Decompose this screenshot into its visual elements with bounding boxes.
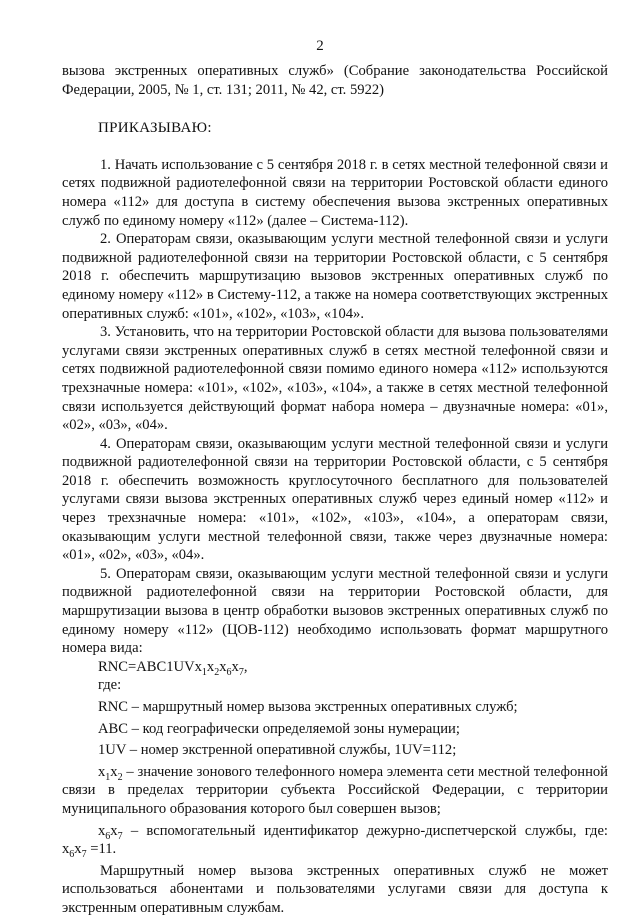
definition-x1x2: $x_1x_2$ – значение зонового телефонного номера элемента сети местной телефонной связи в пределах территории субъекта Российской Федерации, с территории муниципального образования которого был совершен вызов;	[62, 763, 608, 817]
item-5: 5. Операторам связи, оказывающим услуги местной телефонной связи и услуги подвижной радиотелефонной связи на территории Ростовской области, для маршрутизации вызова в центр обработки вызовов экстренных оперативных служб по единому номеру «112» (ЦОВ-112) необходимо использовать формат маршрутного номера вида:	[62, 565, 608, 657]
item-1: 1. Начать использование с 5 сентября 2018 г. в сетях местной телефонной связи и сетях подвижной радиотелефонной связи на территории Ростовской области единого номера «112» для доступа в систему обеспечения вызова экстренных оперативных служб по единому номеру «112» (далее – Система-112).	[62, 156, 608, 229]
closing-paragraph: Маршрутный номер вызова экстренных оперативных служб не может использоваться абонентами и пользователями услугами связи для доступа к экстренным оперативным службам.	[62, 862, 608, 916]
order-heading: ПРИКАЗЫВАЮ:	[98, 120, 212, 137]
routing-number-formula: $RNC=ABC1UVx_1x_2x_6x_7$,	[98, 658, 248, 678]
document-body	[62, 62, 608, 918]
definition-x6x7: $x_6x_7$ – вспомогательный идентификатор дежурно-диспетчерской службы, где: $x_6x_7 =11$.	[62, 822, 608, 861]
definition-rnc: RNC – маршрутный номер вызова экстренных оперативных служб;	[98, 699, 518, 715]
definition-abc: ABC – код географически определяемой зоны нумерации;	[98, 720, 460, 737]
item-4: 4. Операторам связи, оказывающим услуги местной телефонной связи и услуги подвижной радиотелефонной связи на территории Ростовской области, с 5 сентября 2018 г. обеспечить возможность круглосуточного бесплатного для пользователей услугами связи вызова экстренных оперативных служб через единый номер «112» и через трехзначные номера: «101», «102», «103», «104», а операторам связи, оказывающим услуги местной телефонной связи, также через двузначные номера: «01», «02», «03», «04».	[62, 435, 608, 564]
page-number: 2	[316, 38, 324, 54]
intro-paragraph: вызова экстренных оперативных служб» (Собрание законодательства Российской Федерации, 2005, № 1, ст. 131; 2011, № 42, ст. 5922)	[62, 63, 608, 98]
where-label: где:	[98, 677, 122, 694]
item-3: 3. Установить, что на территории Ростовской области для вызова пользователями услугами связи экстренных оперативных служб в сетях местной телефонной связи и сетях подвижной радиотелефонной связи помимо единого номера «112» используются трехзначные номера: «101», «102», «103», «104», а также в сетях местной телефонной связи используется действующий формат набора номера – двузначные номера: «01», «02», «03», «04».	[62, 324, 608, 434]
definition-uv: 1UV – номер экстренной оперативной службы, 1UV=112;	[98, 742, 457, 759]
item-2: 2. Операторам связи, оказывающим услуги местной телефонной связи и услуги подвижной радиотелефонной связи на территории Ростовской области, с 5 сентября 2018 г. обеспечить маршрутизацию вызовов экстренных оперативных служб по единому номеру «112» в Систему-112, а также на номера соответствующих экстренных оперативных служб: «101», «102», «103», «104».	[62, 231, 608, 322]
